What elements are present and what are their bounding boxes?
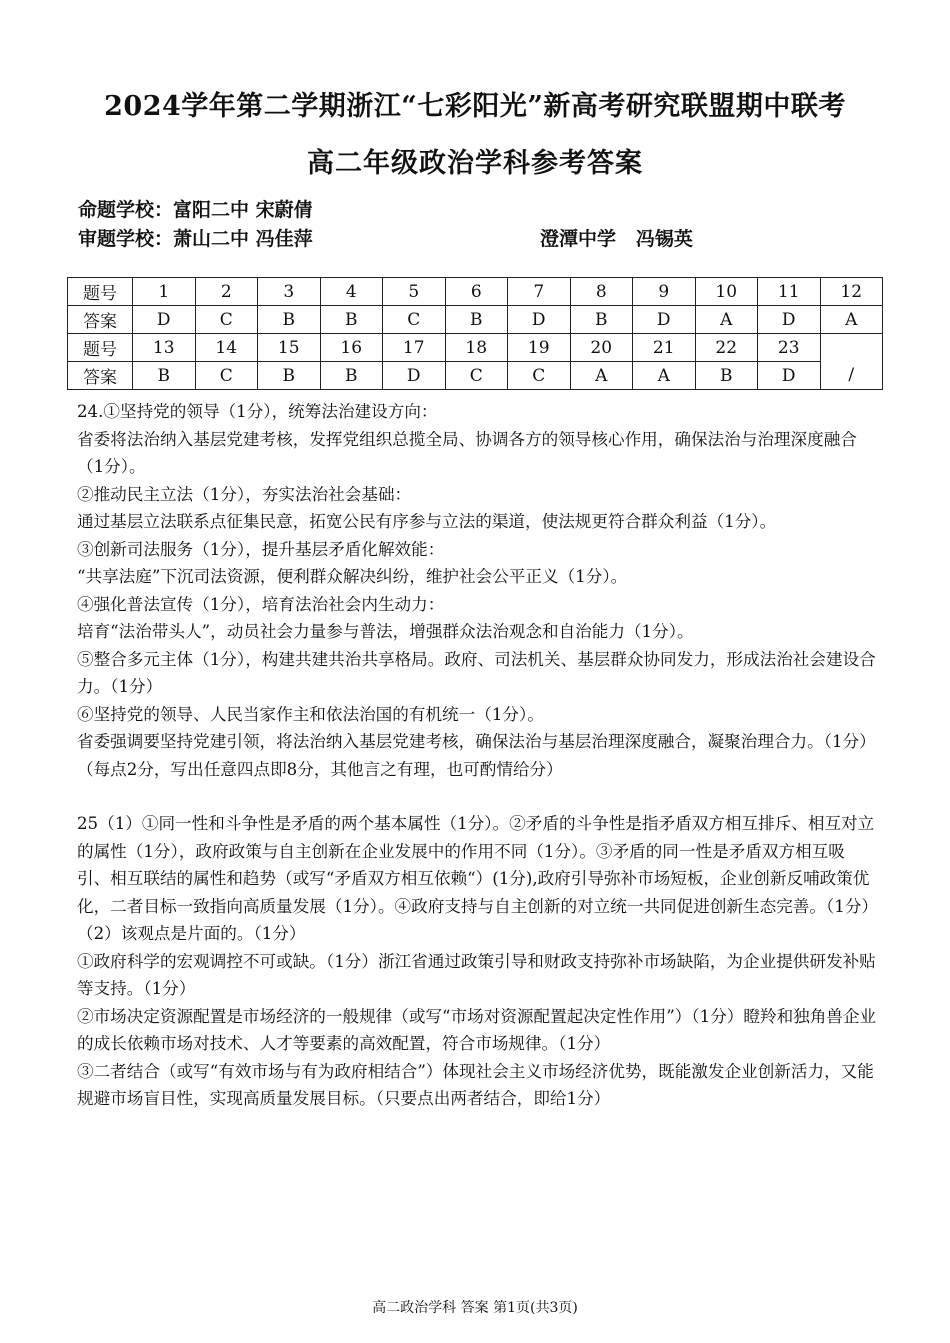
question-24 [77, 398, 877, 783]
answer-paragraph: ④强化普法宣传（1分），培育法治社会内生动力： [77, 594, 445, 614]
question-number-row-2 [68, 334, 883, 362]
table-cell: B [258, 362, 321, 390]
row-label: 题号 [68, 334, 133, 362]
reviewer-school [78, 224, 313, 251]
table-cell: A [695, 306, 758, 334]
page-title: 2024学年第二学期浙江“七彩阳光”新高考研究联盟期中联考 [104, 91, 846, 122]
table-cell: B [695, 362, 758, 390]
answer-table [67, 277, 883, 390]
table-cell: 12 [820, 278, 883, 306]
table-cell: D [508, 306, 571, 334]
table-cell: B [258, 306, 321, 334]
row-label: 题号 [68, 278, 133, 306]
answer-body [77, 398, 877, 1113]
table-cell: 9 [633, 278, 696, 306]
answer-row-2 [68, 362, 883, 390]
table-cell: A [820, 306, 883, 334]
table-cell: 17 [383, 334, 446, 362]
table-cell: B [320, 362, 383, 390]
table-cell: 11 [758, 278, 821, 306]
answer-paragraph: 25（1）①同一性和斗争性是矛盾的两个基本属性（1分）。②矛盾的斗争性是指矛盾双方相互排斥、相互对立的属性（1分），政府政策与自主创新在企业发展中的作用不同（1分）。③矛盾的同一性是矛盾双方相互吸引、相互联结的属性和趋势（或写“矛盾双方相互依赖“）(1分),政府引导弥补市场短板，企业创新反哺政策优化，二者目标一致指向高质量发展（1分）。④政府支持与自主创新的对立统一共同促进创新生态完善。（1分） [77, 814, 879, 916]
answer-paragraph: ⑤整合多元主体（1分），构建共建共治共享格局。政府、司法机关、基层群众协同发力，形成法治社会建设合力。（1分） [77, 649, 876, 696]
empty-mark: / [848, 365, 855, 385]
table-cell: 6 [445, 278, 508, 306]
question-25 [77, 810, 877, 1113]
table-cell: 14 [195, 334, 258, 362]
setter-school [78, 195, 313, 222]
row-label: 答案 [68, 306, 133, 334]
answer-paragraph: “共享法庭”下沉司法资源，便利群众解决纠纷，维护社会公平正义（1分）。 [77, 567, 628, 586]
table-cell: D [758, 306, 821, 334]
page-footer: 高二政治学科 答案 第1页(共3页) [372, 1300, 578, 1316]
answer-row-1 [68, 306, 883, 334]
table-cell: B [570, 306, 633, 334]
table-cell: C [195, 306, 258, 334]
answer-paragraph: 培育“法治带头人”，动员社会力量参与普法，增强群众法治观念和自治能力（1分）。 [77, 622, 694, 641]
table-cell: 20 [570, 334, 633, 362]
table-cell: A [633, 362, 696, 390]
answer-paragraph: ③二者结合（或写“有效市场与有为政府相结合”）体现社会主义市场经济优势，既能激发企业创新活力，又能规避市场盲目性，实现高质量发展目标。（只要点出两者结合，即给1分） [77, 1061, 874, 1108]
table-cell: B [320, 306, 383, 334]
table-cell: 13 [133, 334, 196, 362]
answer-paragraph: ⑥坚持党的领导、人民当家作主和依法治国的有机统一（1分）。 [77, 704, 544, 724]
table-cell: 5 [383, 278, 446, 306]
table-cell: 19 [508, 334, 571, 362]
answer-paragraph: （每点2分，写出任意四点即8分，其他言之有理，也可酌情给分） [77, 759, 563, 779]
table-cell: 10 [695, 278, 758, 306]
table-cell: C [383, 306, 446, 334]
answer-paragraph: 省委将法治纳入基层党建考核，发挥党组织总揽全局、协调各方的领导核心作用，确保法治与治理深度融合（1分）。 [77, 429, 857, 476]
table-cell: D [383, 362, 446, 390]
table-cell: 2 [195, 278, 258, 306]
table-cell: 8 [570, 278, 633, 306]
table-cell: D [133, 306, 196, 334]
table-cell: 15 [258, 334, 321, 362]
answer-paragraph: 24.①坚持党的领导（1分），统筹法治建设方向： [77, 402, 438, 421]
answer-paragraph: ③创新司法服务（1分），提升基层矛盾化解效能： [77, 539, 445, 559]
table-cell: B [133, 362, 196, 390]
question-number-row-1 [68, 278, 883, 306]
table-cell: 4 [320, 278, 383, 306]
page-subtitle: 高二年级政治学科参考答案 [307, 148, 643, 179]
row-label: 答案 [68, 362, 133, 390]
table-cell: 1 [133, 278, 196, 306]
table-cell: D [633, 306, 696, 334]
table-cell: 22 [695, 334, 758, 362]
table-cell: 23 [758, 334, 821, 362]
answer-paragraph: （2）该观点是片面的。（1分） [77, 924, 306, 943]
table-cell: C [508, 362, 571, 390]
setter-text: 命题学校：富阳二中 宋蔚倩 [78, 199, 313, 221]
empty-cell [820, 334, 883, 390]
table-cell: B [445, 306, 508, 334]
answer-paragraph: 省委强调要坚持党建引领，将法治纳入基层党建考核，确保法治与基层治理深度融合，凝聚治理合力。（1分） [77, 732, 876, 751]
table-cell: 7 [508, 278, 571, 306]
reviewer-school-2: 澄潭中学 冯锡英 [540, 228, 693, 250]
answer-paragraph: 通过基层立法联系点征集民意，拓宽公民有序参与立法的渠道，使法规更符合群众利益（1分）。 [77, 512, 777, 531]
answer-paragraph: ②市场决定资源配置是市场经济的一般规律（或写“市场对资源配置起决定性作用”）（1分）瞪羚和独角兽企业的成长依赖市场对技术、人才等要素的高效配置，符合市场规律。（1分） [77, 1006, 877, 1053]
table-cell: C [445, 362, 508, 390]
table-cell: D [758, 362, 821, 390]
answer-paragraph: ②推动民主立法（1分），夯实法治社会基础： [77, 484, 412, 504]
table-cell: 18 [445, 334, 508, 362]
table-cell: 16 [320, 334, 383, 362]
section-gap [77, 783, 877, 810]
table-cell: A [570, 362, 633, 390]
answer-paragraph: ①政府科学的宏观调控不可或缺。（1分）浙江省通过政策引导和财政支持弥补市场缺陷，为企业提供研发补贴等支持。（1分） [77, 951, 876, 998]
reviewer-text: 审题学校：萧山二中 冯佳萍 [78, 228, 313, 250]
table-cell: 3 [258, 278, 321, 306]
table-cell: 21 [633, 334, 696, 362]
table-cell: C [195, 362, 258, 390]
